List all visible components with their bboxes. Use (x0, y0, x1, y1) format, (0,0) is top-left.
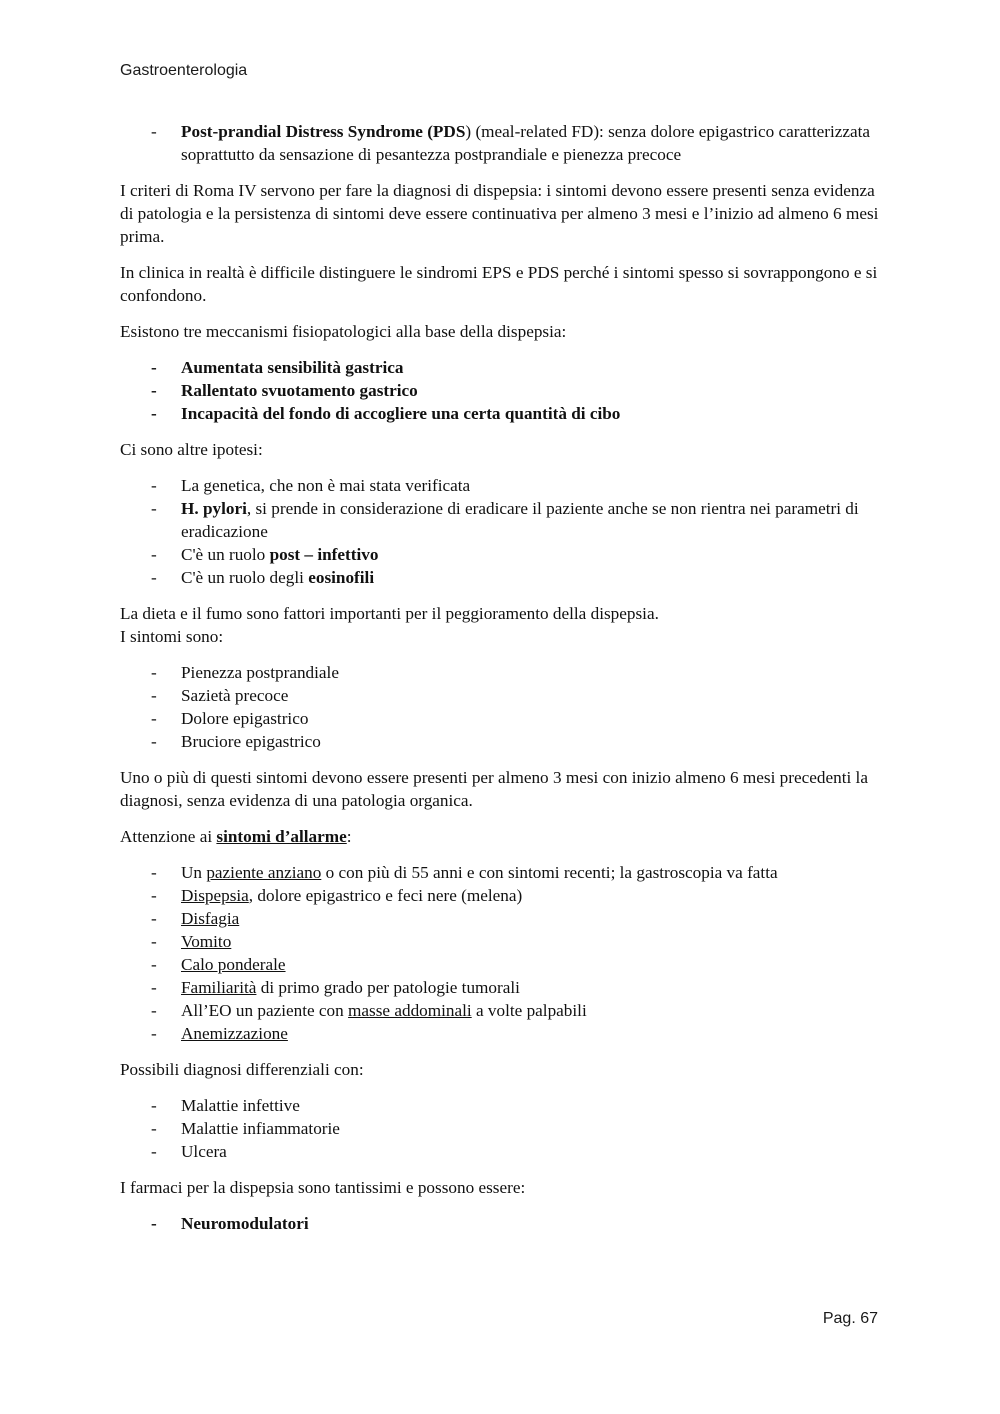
anemizzazione-term: Anemizzazione (181, 1024, 288, 1043)
alarm-symptoms-term: sintomi d’allarme (216, 827, 347, 846)
list-item (120, 884, 880, 907)
list-item (120, 120, 880, 166)
list-item (120, 497, 880, 543)
list-item (120, 907, 880, 930)
vomito-term: Vomito (181, 932, 232, 951)
list-item (120, 861, 880, 884)
list-item (120, 543, 880, 566)
dispepsia-term: Dispepsia (181, 886, 249, 905)
paragraph-ipotesi: Ci sono altre ipotesi: (120, 440, 263, 459)
anziano-term: paziente anziano (206, 863, 322, 882)
eosinofili-term: eosinofili (308, 568, 375, 587)
masse-term: masse addominali (348, 1001, 472, 1020)
eosinofili-text: C'è un ruolo degli (181, 568, 309, 587)
list-item: - La genetica, che non è mai stata verificata (120, 474, 880, 497)
list-item: - Ulcera (120, 1140, 880, 1163)
list-item (120, 566, 880, 589)
pds-title: Post-prandial Distress Syndrome (PDS (181, 122, 466, 141)
paragraph-uno-o-piu: Uno o più di questi sintomi devono essere presenti per almeno 3 mesi con inizio almeno 6 mesi precedenti la diagnosi, senza evidenza di una patologia organica. (120, 768, 868, 810)
sintomi-line: I sintomi sono: (120, 627, 224, 646)
paragraph-attenzione (120, 825, 880, 848)
post-infettivo-term: post – infettivo (269, 545, 379, 564)
dispepsia-post: , dolore epigastrico e feci nere (melena) (248, 886, 523, 905)
list-item: - Malattie infiammatorie (120, 1117, 880, 1140)
post-infettivo-text: C'è un ruolo (181, 545, 270, 564)
alarm-list (120, 861, 880, 1045)
hpylori-text: , si prende in considerazione di eradicare il paziente anche se non rientra nei parametri di eradicazione (181, 499, 859, 541)
list-item (120, 999, 880, 1022)
drugs-list (120, 1212, 880, 1235)
list-item: - Malattie infettive (120, 1094, 880, 1117)
list-item: - Rallentato svuotamento gastrico (120, 379, 880, 402)
differential-list (120, 1094, 880, 1163)
familiarita-term: Familiarità (181, 978, 257, 997)
list-item (120, 930, 880, 953)
list-item: - Sazietà precoce (120, 684, 880, 707)
familiarita-post: di primo grado per patologie tumorali (256, 978, 520, 997)
list-item: - Pienezza postprandiale (120, 661, 880, 684)
page-number: Pag. 67 (822, 1310, 878, 1327)
paragraph-roma: I criteri di Roma IV servono per fare la diagnosi di dispepsia: i sintomi devono essere presenti senza evidenza di patologia e la persistenza di sintomi deve essere continuativa per almeno 3 mesi e l’inizio ad almeno 6 mesi prima. (120, 181, 879, 246)
masse-pre: All’EO un paziente con (181, 1001, 349, 1020)
dieta-line: La dieta e il fumo sono fattori importanti per il peggioramento della dispepsia. (120, 604, 659, 623)
disfagia-term: Disfagia (181, 909, 240, 928)
paragraph-diagnosi: Possibili diagnosi differenziali con: (120, 1060, 364, 1079)
list-item: - Neuromodulatori (120, 1212, 880, 1235)
paragraph-meccanismi: Esistono tre meccanismi fisiopatologici alla base della dispepsia: (120, 322, 567, 341)
calo-term: Calo ponderale (181, 955, 286, 974)
attenzione-colon: : (346, 827, 352, 846)
pds-list (120, 120, 880, 166)
attenzione-text: Attenzione ai (120, 827, 217, 846)
list-item (120, 1022, 880, 1045)
list-item: - Bruciore epigastrico (120, 730, 880, 753)
list-item (120, 976, 880, 999)
symptoms-list (120, 661, 880, 753)
paragraph-dieta (120, 602, 880, 648)
pds-description: ) (meal-related FD): senza dolore epigastrico caratterizzata soprattutto da sensazione di pesantezza postprandiale e pienezza precoce (181, 122, 871, 164)
hypotheses-list (120, 474, 880, 589)
hpylori-term: H. pylori (181, 499, 247, 518)
list-item (120, 953, 880, 976)
page-header: Gastroenterologia (120, 62, 248, 79)
document-body (120, 120, 880, 1248)
list-item: - Dolore epigastrico (120, 707, 880, 730)
mechanisms-list (120, 356, 880, 425)
anziano-pre: Un (181, 863, 207, 882)
paragraph-farmaci: I farmaci per la dispepsia sono tantissimi e possono essere: (120, 1178, 526, 1197)
list-item: - Aumentata sensibilità gastrica (120, 356, 880, 379)
paragraph-clinica: In clinica in realtà è difficile distinguere le sindromi EPS e PDS perché i sintomi spesso si sovrappongono e si confondono. (120, 263, 878, 305)
masse-post: a volte palpabili (471, 1001, 587, 1020)
anziano-post: o con più di 55 anni e con sintomi recenti; la gastroscopia va fatta (321, 863, 778, 882)
list-item: - Incapacità del fondo di accogliere una certa quantità di cibo (120, 402, 880, 425)
